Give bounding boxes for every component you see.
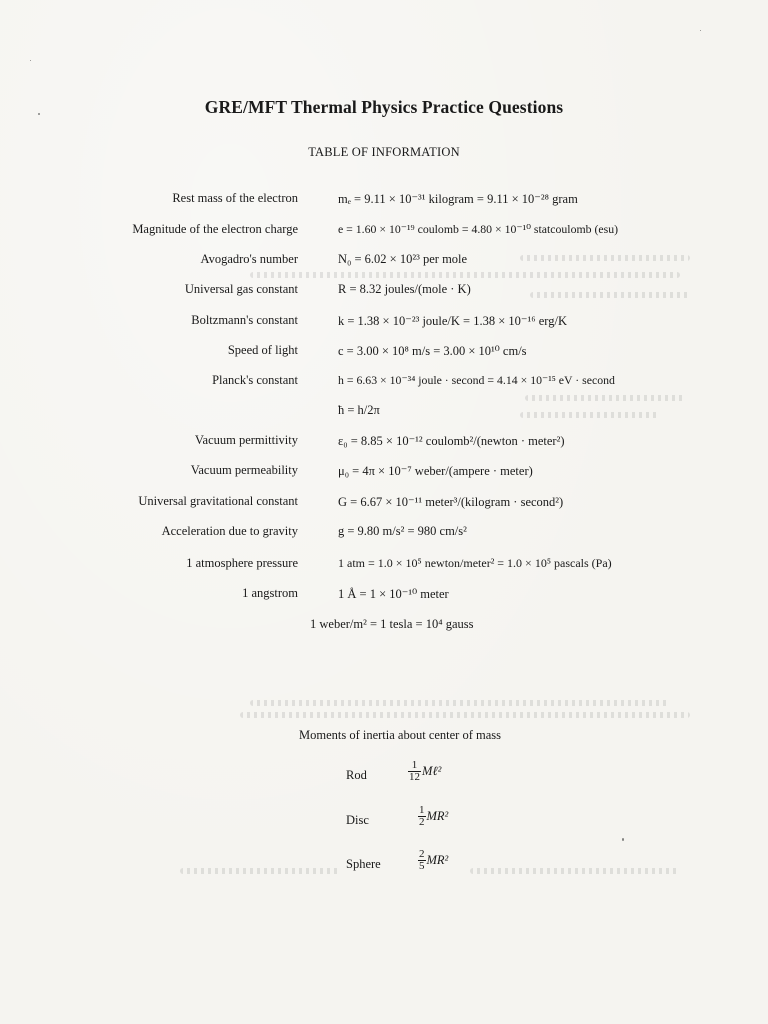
constant-row: [0, 343, 768, 363]
constant-label: Speed of light: [227, 343, 298, 357]
constant-label: Vacuum permittivity: [194, 433, 298, 447]
constant-value: g = 9.80 m/s² = 980 cm/s²: [338, 524, 467, 538]
constant-label: Vacuum permeability: [190, 463, 298, 477]
constant-label: Planck's constant: [212, 373, 298, 387]
moment-formula: [408, 760, 441, 783]
constant-row: [0, 524, 768, 544]
constant-row: [0, 586, 768, 606]
constant-label: Avogadro's number: [200, 252, 298, 266]
bleed-through: [250, 700, 670, 706]
constant-row: [0, 373, 768, 393]
fraction-denominator: 5: [419, 860, 425, 872]
constant-label: Rest mass of the electron: [172, 191, 298, 205]
moment-formula: [418, 805, 448, 828]
constant-label: 1 atmosphere pressure: [186, 556, 298, 570]
constant-value: ħ = h/2π: [338, 403, 380, 417]
constant-value: N₀ = 6.02 × 10²³ per mole: [338, 252, 468, 266]
constant-value: R = 8.32 joules/(mole · K): [338, 282, 471, 296]
fraction-denominator: 12: [409, 771, 420, 783]
moment-expression: Mℓ²: [422, 764, 442, 778]
moment-row-sphere: [0, 849, 768, 879]
constant-row: [0, 556, 768, 576]
bleed-through: [525, 395, 685, 401]
constant-row: [0, 313, 768, 333]
constant-row: [0, 463, 768, 483]
moment-name: Rod: [346, 768, 367, 782]
constant-value: mₑ = 9.11 × 10⁻³¹ kilogram = 9.11 × 10⁻²⁸ gram: [338, 192, 578, 206]
constant-label: Boltzmann's constant: [191, 313, 298, 327]
constant-row: [0, 222, 768, 242]
constant-row: [0, 252, 768, 272]
scan-speck: [622, 838, 624, 841]
constant-value: 1 Å = 1 × 10⁻¹⁰ meter: [338, 587, 449, 601]
page-title: GRE/MFT Thermal Physics Practice Questions: [204, 97, 564, 117]
bleed-through: [240, 712, 690, 718]
constant-label: Acceleration due to gravity: [161, 524, 298, 538]
moment-expression: MR²: [426, 853, 449, 867]
fraction-denominator: 2: [419, 816, 425, 828]
fraction-numerator: 2: [419, 848, 425, 860]
bleed-through: [250, 272, 680, 278]
moment-formula: [418, 849, 448, 872]
constant-value: k = 1.38 × 10⁻²³ joule/K = 1.38 × 10⁻¹⁶ erg/K: [338, 314, 567, 328]
constant-value: 1 atm = 1.0 × 10⁵ newton/meter² = 1.0 × 10⁵ pascals (Pa): [338, 556, 612, 570]
moment-name: Sphere: [346, 857, 381, 871]
constant-row: [0, 282, 768, 302]
moment-row-rod: [0, 760, 768, 790]
constant-label: 1 angstrom: [242, 586, 298, 600]
constant-row: [0, 617, 768, 637]
moment-name: Disc: [346, 813, 369, 827]
constant-value: c = 3.00 × 10⁸ m/s = 3.00 × 10¹⁰ cm/s: [338, 344, 527, 358]
moment-expression: MR²: [426, 809, 449, 823]
constant-value: G = 6.67 × 10⁻¹¹ meter³/(kilogram · second²): [338, 495, 564, 509]
fraction-numerator: 1: [419, 804, 425, 816]
constant-value: μ₀ = 4π × 10⁻⁷ weber/(ampere · meter): [338, 464, 533, 478]
moment-fraction: [408, 760, 421, 783]
moments-title: Moments of inertia about center of mass: [298, 728, 502, 742]
constant-row: [0, 191, 768, 211]
constant-value: ε₀ = 8.85 × 10⁻¹² coulomb²/(newton · meter²): [338, 434, 565, 448]
moment-fraction: [418, 849, 426, 872]
scan-speck: [30, 60, 31, 61]
scan-speck: [700, 30, 701, 31]
moment-fraction: [418, 805, 426, 828]
page-subtitle: TABLE OF INFORMATION: [308, 145, 460, 159]
constant-label: Universal gas constant: [184, 282, 298, 296]
constant-value: 1 weber/m² = 1 tesla = 10⁴ gauss: [310, 617, 474, 631]
constant-value: e = 1.60 × 10⁻¹⁹ coulomb = 4.80 × 10⁻¹⁰ statcoulomb (esu): [338, 222, 619, 236]
constant-label: Universal gravitational constant: [138, 494, 298, 508]
moment-row-disc: [0, 805, 768, 835]
constant-label: Magnitude of the electron charge: [132, 222, 298, 236]
constant-row: [0, 433, 768, 453]
constant-row: [0, 403, 768, 423]
constant-value: h = 6.63 × 10⁻³⁴ joule · second = 4.14 × 10⁻¹⁵ eV · second: [338, 373, 615, 387]
fraction-numerator: 1: [408, 760, 421, 772]
constant-row: [0, 494, 768, 514]
